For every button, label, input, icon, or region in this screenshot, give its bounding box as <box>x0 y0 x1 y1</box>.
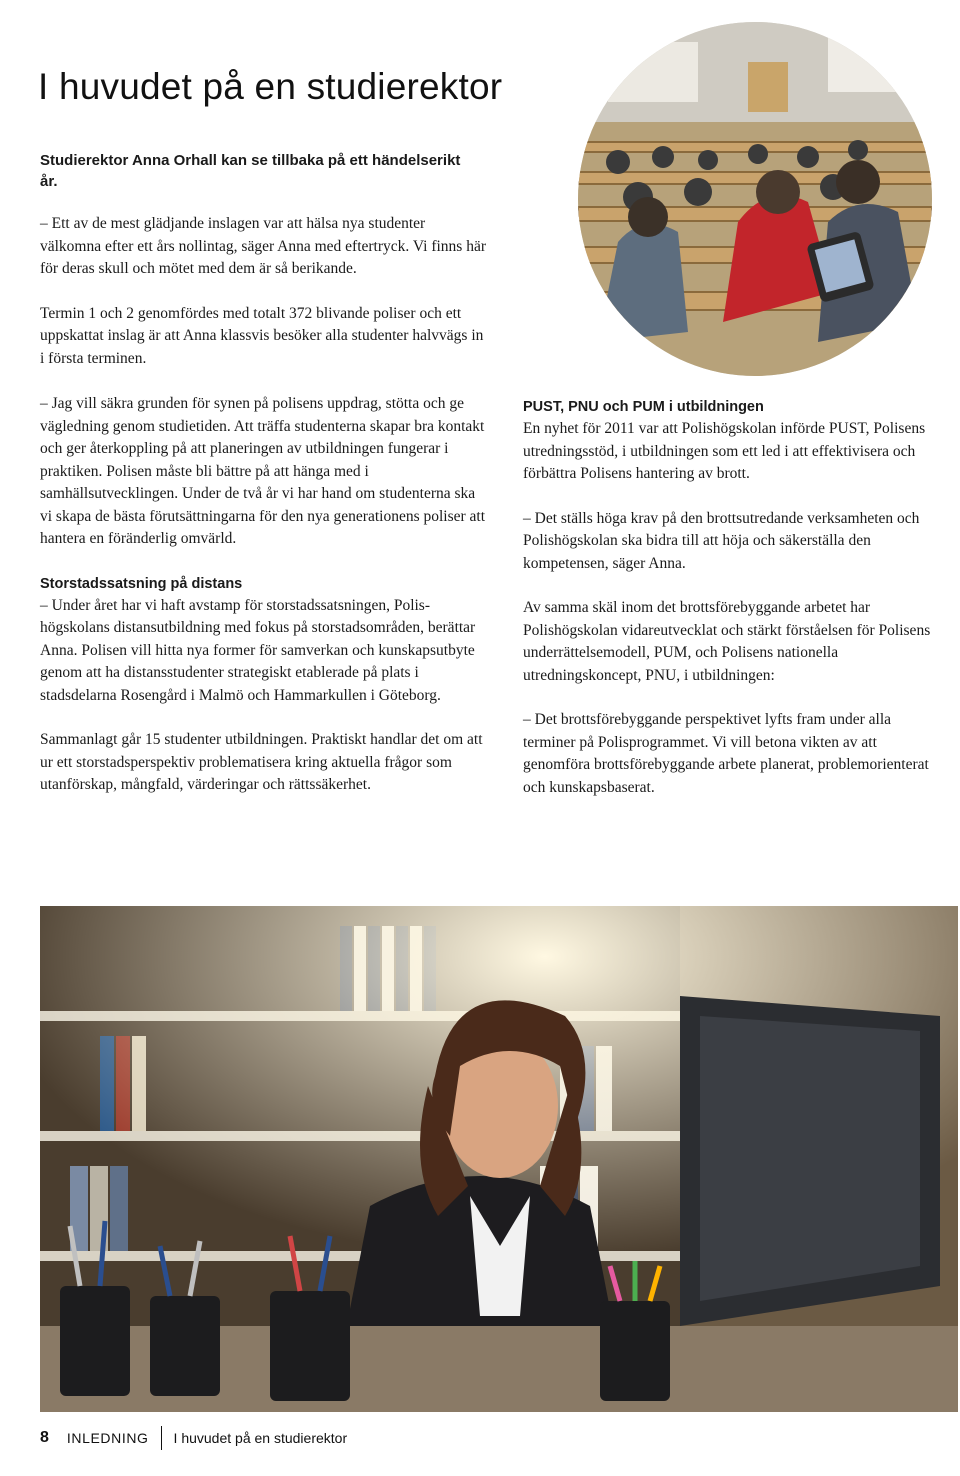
left-column <box>40 393 490 819</box>
right-column <box>523 396 943 821</box>
left-column-intro <box>40 213 490 392</box>
paragraph: Av samma skäl inom det brottsförebyggande arbetet har Polishögskolan vidareutvecklat och stärkt förståelsen för Polisens underrättelsemodell, PUM, och Polisens nationella utredningskoncept, PNU, i utbildningen: <box>523 599 931 684</box>
paragraph: – Jag vill säkra grunden för synen på polisens uppdrag, stötta och ge vägledning genom studietiden. Att träffa studenterna skapar bra kontakt och ger återkoppling på att planeringen av utbildningen fungerar i praktiken. Polisen måste bli bättre på att hänga med i samhällsutvecklingen. Under de två år vi har hand om studenterna ska vi skapa de bästa förutsättningarna för den nya generationens poliser att hantera en föränderlig omvärld. <box>40 395 486 547</box>
paragraph: – Under året har vi haft avstamp för storstadssatsningen, Polishögskolans distansutbildning med fokus på storstadsområden, berättar Anna. Polisen vill hitta nya former för samverkan och kunskapsutbyte genom att ha distansstudenter strategiskt etablerade på plats i stadsdelarna Rosengård i Malmö och Hammarkullen i Göteborg. <box>40 596 476 704</box>
page-number: 8 <box>40 1429 49 1446</box>
section-heading: Storstadssatsning på distans <box>40 575 243 592</box>
running-title: I huvudet på en studierektor <box>173 1430 348 1446</box>
page-title: I huvudet på en studierektor <box>38 66 503 107</box>
section-label: INLEDNING <box>66 1430 149 1446</box>
page-footer <box>40 1424 347 1452</box>
paragraph: Termin 1 och 2 genomfördes med totalt 372 blivande poliser och ett uppskattat inslag är att Anna klassvis besöker alla studenter halvvägs in i första terminen. <box>40 304 484 367</box>
paragraph: Sammanlagt går 15 studenter utbildningen. Praktiskt handlar det om att ur ett storstadsperspektiv problematisera kring aktuella frågor som utanförskap, mångfald, värderingar och rättssäkerhet. <box>40 731 483 793</box>
lead-paragraph: Studierektor Anna Orhall kan se tillbaka på ett händelserikt år. <box>40 152 461 190</box>
lecture-hall-photo <box>578 22 932 376</box>
paragraph: En nyhet för 2011 var att Polishögskolan införde PUST, Polisens utredningsstöd, i utbildningen som ett led i att effektivisera och förbättra Polisens hantering av brott. <box>523 420 926 482</box>
paragraph: – Det brottsförebyggande perspektivet lyfts fram under alla terminer på Polisprogrammet. Vi vill betona vikten av att genomföra brottsförebyggande arbete planerat, problemorienterat och kunskapsbaserat. <box>523 711 929 796</box>
footer-divider <box>161 1426 162 1450</box>
section-heading: PUST, PNU och PUM i utbildningen <box>523 399 764 415</box>
studierektor-photo <box>40 906 958 1412</box>
paragraph: – Det ställs höga krav på den brottsutredande verksamheten och Polishögskolan ska bidra till att höja och säkerställa den kompetensen, säger Anna. <box>523 509 920 572</box>
paragraph: – Ett av de mest glädjande inslagen var att hälsa nya studenter välkomna efter ett års nollintag, säger Anna med eftertryck. Vi finns här för deras skull och mötet med dem är så berikande. <box>40 215 486 277</box>
